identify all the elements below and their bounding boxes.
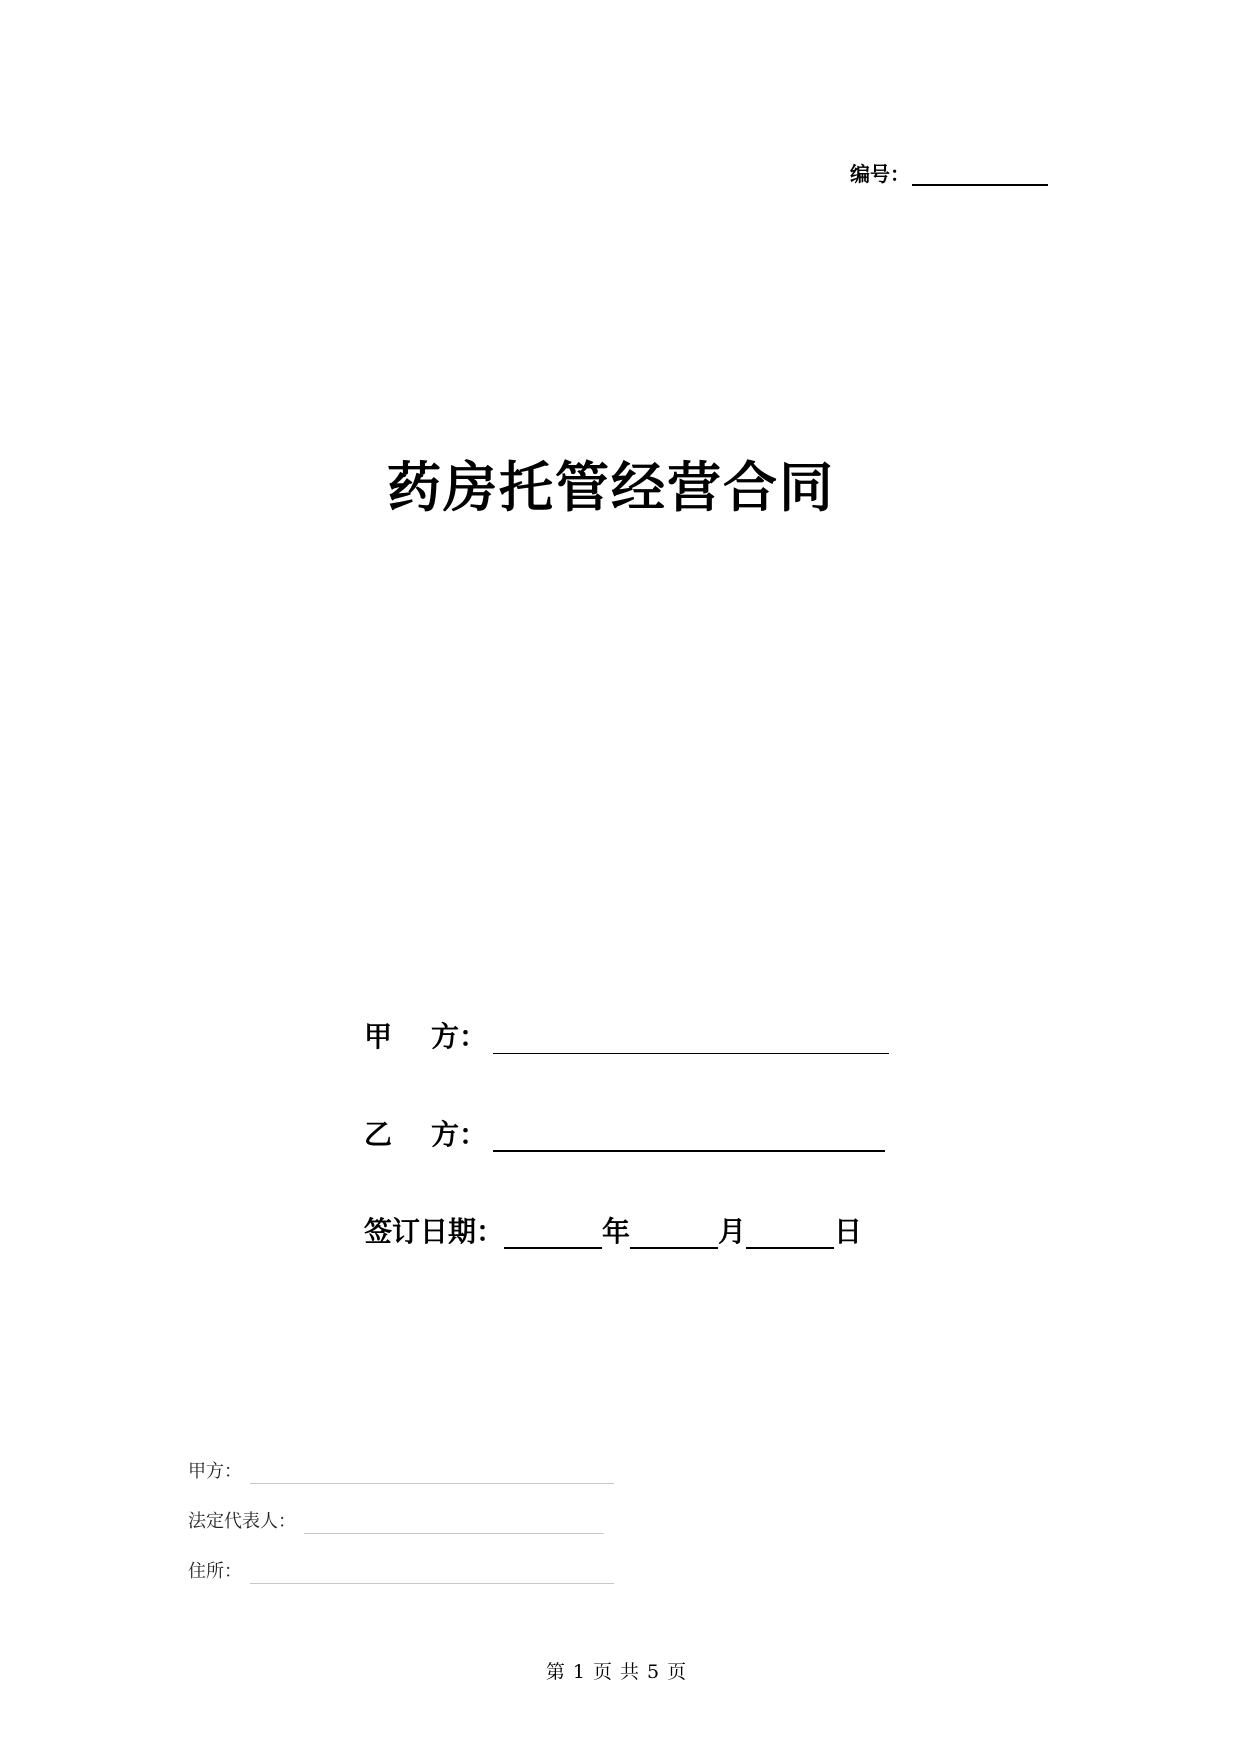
party-a-blank <box>493 1025 889 1054</box>
signature-party-a-row <box>188 1460 614 1484</box>
document-number-label: 编号： <box>850 162 910 186</box>
sign-date-label: 签订日期： <box>364 1215 505 1248</box>
day-label: 日 <box>834 1215 863 1248</box>
signature-address-line <box>250 1567 614 1584</box>
month-label: 月 <box>718 1215 747 1248</box>
signature-address-row <box>188 1560 614 1584</box>
party-b-blank <box>493 1122 885 1152</box>
sign-date-row <box>364 1215 862 1249</box>
signature-party-a-line <box>250 1467 614 1484</box>
party-b-row <box>364 1118 885 1152</box>
signature-legal-rep-line <box>304 1517 604 1534</box>
signature-address-label: 住所： <box>188 1561 242 1582</box>
party-a-label: 甲 方： <box>364 1020 487 1053</box>
page-title: 药房托管经营合同 <box>387 455 835 519</box>
page-indicator-total-prefix: 共 <box>620 1661 640 1683</box>
page-indicator-total: 5 <box>647 1661 660 1683</box>
signature-legal-rep-row <box>188 1510 604 1534</box>
year-blank <box>504 1219 602 1249</box>
document-number <box>850 162 1048 186</box>
page-indicator-prefix: 第 <box>545 1661 565 1683</box>
page-indicator <box>0 1660 1240 1684</box>
page-indicator-suffix: 页 <box>667 1661 687 1683</box>
year-label: 年 <box>602 1215 631 1248</box>
document-number-blank <box>912 162 1048 186</box>
day-blank <box>746 1219 834 1249</box>
page-indicator-current: 1 <box>572 1661 585 1683</box>
signature-party-a-label: 甲方： <box>188 1461 242 1482</box>
signature-legal-rep-label: 法定代表人： <box>188 1511 296 1532</box>
party-a-row <box>364 1020 889 1054</box>
month-blank <box>630 1219 718 1249</box>
party-b-label: 乙 方： <box>364 1118 487 1151</box>
page-indicator-page-word: 页 <box>592 1661 612 1683</box>
